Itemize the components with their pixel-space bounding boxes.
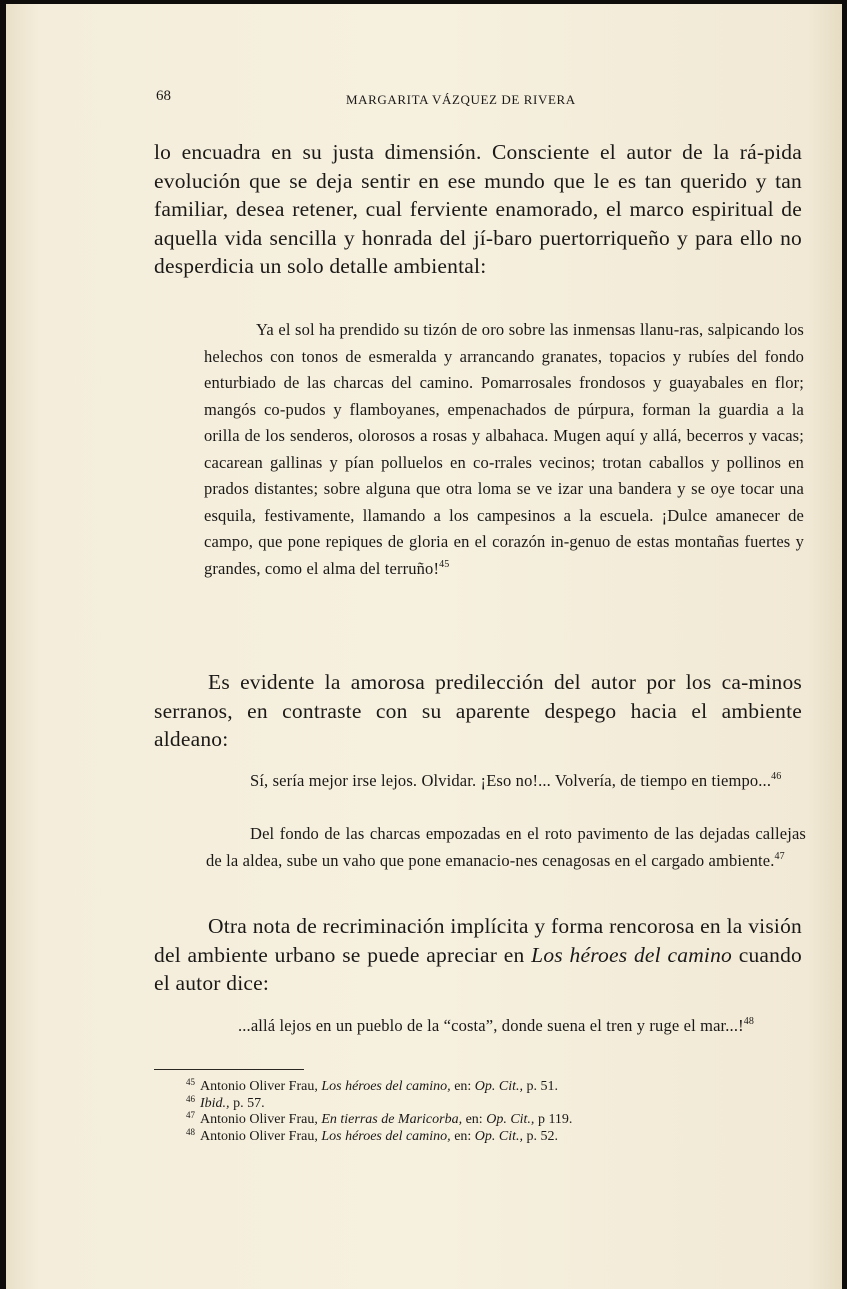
paragraph-text: cuando el autor dice: — [154, 942, 802, 996]
body-paragraph-1: lo encuadra en su justa dimensión. Consciente el autor de la rá-pida evolución que se deja sentir en ese mundo que le es tan querido y tan familiar, desea retener, cual ferviente enamorado, el marco espiritual de aquella vida sencilla y honrada del jí-baro puertorriqueño y para ello no desperdicia un solo detalle ambiental: — [154, 140, 802, 279]
quote-text: Del fondo de las charcas empozadas en el roto pavimento de las dejadas callejas de la aldea, sube un vaho que pone emanacio-nes cenagosas en el cargado ambiente. — [206, 824, 806, 870]
footnote — [186, 1093, 806, 1113]
page-header — [6, 88, 842, 112]
footnote-title: En tierras de Maricorba, — [321, 1112, 463, 1127]
footnotes — [186, 1079, 806, 1145]
footnote — [186, 1126, 806, 1146]
footnote-title: Ibid., — [200, 1095, 230, 1111]
footnote-ref: 45 — [439, 558, 450, 570]
footnote-text: en: — [450, 1128, 475, 1144]
paragraph-text: Otra nota de recriminación implícita y forma rencorosa en la visión del ambiente urbano se puede apreciar en — [154, 914, 802, 967]
footnote-ref-abbrev: Op. Cit., — [474, 1128, 524, 1144]
body-paragraph-3 — [154, 912, 802, 998]
block-quote-2 — [206, 768, 806, 795]
quote-text: Sí, sería mejor irse lejos. Olvidar. ¡Eso no!... Volvería, de tiempo en tiempo... — [250, 771, 772, 790]
footnote — [186, 1079, 806, 1096]
footnote-number: 45 — [186, 1077, 195, 1087]
book-title: Los héroes del camino — [531, 942, 733, 967]
footnote-title: Los héroes del camino, — [321, 1128, 451, 1144]
footnote-title: Los héroes del camino, — [321, 1079, 451, 1094]
footnote-ref: 46 — [771, 771, 782, 782]
footnote-page: p. 51. — [523, 1079, 559, 1094]
footnote-text: en: — [450, 1079, 475, 1094]
running-head: MARGARITA VÁZQUEZ DE RIVERA — [346, 92, 576, 107]
footnote-text: en: — [462, 1112, 487, 1127]
footnote-page: p 119. — [534, 1112, 573, 1127]
quote-text: Ya el sol ha prendido su tizón de oro sobre las inmensas llanu-ras, salpicando los helechos con tonos de esmeralda y arrancando granates, topacios y rubíes del fondo enturbiado de las charcas del camino. Pomarrosales frondosos y guayabales en flor; mangós co-pudos y flamboyanes, empenachados de púrpura, forman la guardia a la orilla de los senderos, olorosos a rosas y albahaca. Mugen aquí y allá, becerros y vacas; cacarean gallinas y pían polluelos en co-rrales vecinos; trotan caballos y pollinos en prados distantes; sobre alguna que otra loma se ve izar una bandera y se oye tocar una esquila, festivamente, llamando a los campesinos a la escuela. ¡Dulce amanecer de campo, que pone repiques de gloria en el corazón in-genuo de estas montañas fuertes y grandes, como el alma del terruño! — [204, 320, 804, 578]
footnote-ref-abbrev: Op. Cit., — [486, 1112, 535, 1127]
book-page — [6, 4, 842, 1289]
footnote-ref-abbrev: Op. Cit., — [474, 1079, 524, 1094]
footnote-number: 47 — [186, 1110, 195, 1120]
quote-text: ...allá lejos en un pueblo de la “costa”, donde suena el tren y ruge el mar...! — [238, 1016, 744, 1035]
footnote-ref: 48 — [743, 1016, 755, 1027]
footnote-rule — [154, 1069, 304, 1070]
body-paragraph-2: Es evidente la amorosa predilección del autor por los ca-minos serranos, en contraste con su aparente despego hacia el ambiente aldeano: — [154, 670, 802, 752]
footnote-page: p. 57. — [229, 1095, 265, 1111]
block-quote-3 — [206, 821, 806, 874]
footnote-number: 46 — [186, 1093, 195, 1104]
footnote-author: Antonio Oliver Frau, — [200, 1079, 322, 1094]
footnote-page: p. 52. — [523, 1128, 559, 1144]
block-quote-4 — [206, 1013, 806, 1040]
block-quote-1 — [204, 317, 804, 582]
footnote-number: 48 — [186, 1126, 195, 1137]
page-number: 68 — [156, 88, 171, 104]
footnote-ref: 47 — [774, 850, 785, 862]
footnote-author: Antonio Oliver Frau, — [200, 1128, 322, 1144]
footnote — [186, 1112, 806, 1129]
footnote-author: Antonio Oliver Frau, — [200, 1112, 322, 1127]
